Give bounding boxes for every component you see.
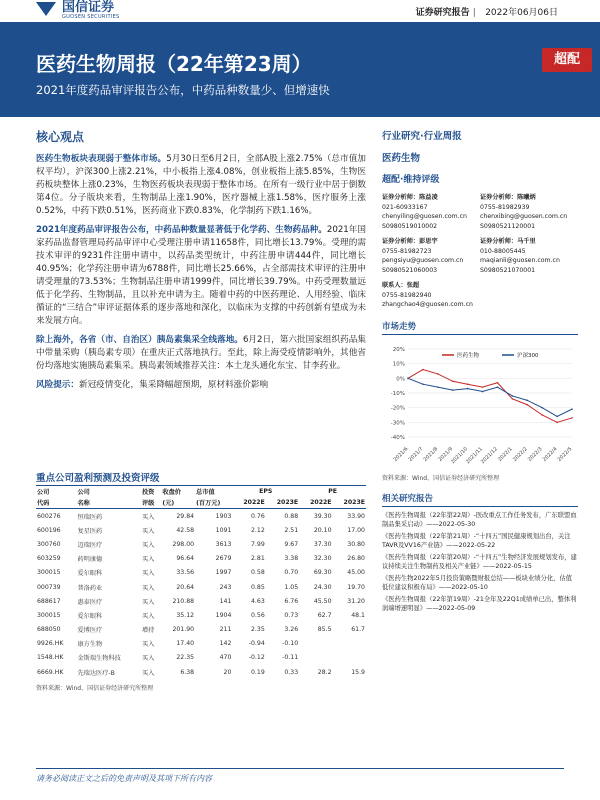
table-row [36, 509, 366, 524]
legend-label: 医药生物 [457, 352, 480, 359]
table-row [36, 552, 366, 566]
y-tick-label: -20% [390, 405, 405, 412]
table-row [36, 623, 366, 637]
table-cell: 3.26 [284, 626, 299, 634]
table-cell: 141 [219, 597, 232, 605]
analyst-header [382, 237, 480, 247]
analyst-name: 张超 [406, 282, 420, 289]
x-tick-label: 2021/9 [437, 445, 455, 463]
table-cell: 1.05 [284, 583, 299, 591]
series-point [497, 386, 499, 388]
top-bar [0, 0, 600, 22]
risk-warning [36, 379, 366, 392]
series-point [482, 390, 484, 392]
table-row [36, 637, 366, 651]
series-point [422, 368, 424, 370]
sidebar-category: 行业研究·行业周报 [382, 131, 462, 142]
table-row [36, 665, 366, 679]
table-cell [299, 651, 332, 665]
series-point [422, 383, 424, 385]
table-cell: 恒瑞医药 [77, 513, 103, 521]
table-cell: 42.58 [176, 526, 195, 534]
analyst-phone: 0755-81982940 [382, 291, 432, 299]
analyst-card [480, 193, 578, 231]
table-cell: 30.80 [347, 540, 365, 548]
sidebar [382, 128, 578, 616]
table-cell: 35.12 [176, 611, 195, 619]
y-tick-label: 0% [396, 375, 405, 382]
table-cell: -0.10 [282, 640, 299, 648]
core-paragraph-3 [36, 334, 366, 373]
related-report-item[interactable]: 《医药生物周报（22年第20周）-“十四五”生物经济发展规划发布，建议持续关注生物制药及相关产业链》——2022-05-15 [382, 553, 577, 570]
col-header-eps: EPS [232, 486, 299, 498]
table-row [36, 566, 366, 580]
table-cell: 1548.HK [37, 654, 64, 662]
table-cell: 142 [219, 640, 232, 648]
series-point [571, 408, 573, 410]
risk-text: 新冠疫情变化，集采降幅超预期，原材料涨价影响 [78, 380, 269, 390]
table-cell: 买入 [141, 584, 155, 592]
table-cell: 17.40 [176, 640, 195, 648]
series-point [437, 373, 439, 375]
series-point [541, 414, 543, 416]
table-cell: 22.35 [176, 654, 195, 662]
table-cell: 603259 [37, 555, 61, 563]
related-report-item[interactable]: 《医药生物周报（22年第21周）-“十四五”国民健康规划出台，关注TAVR及VV16产业链》——2022-05-22 [382, 532, 571, 549]
analyst-header [480, 237, 578, 247]
table-cell: 买入 [141, 527, 155, 535]
analyst-phone: 0755-81982723 [382, 247, 432, 255]
table-source-note: 资料来源：Wind、国信证券经济研究所整理 [36, 685, 154, 693]
table-cell: 300760 [37, 540, 61, 548]
analyst-name: 彭思宇 [419, 238, 438, 245]
table-cell: 1903 [215, 512, 232, 520]
related-report-item[interactable]: 《医药生物周报（22年第22周）-医改重点工作任务发布，广东联盟血制品集采启动》——2022-05-30 [382, 511, 577, 528]
x-tick-label: 2022/1 [497, 445, 514, 463]
table-cell: 爱尔眼科 [77, 612, 103, 620]
col-header: 收盘价 [161, 486, 195, 498]
rating-badge: 超配 [542, 48, 592, 72]
table-cell: 300015 [37, 569, 61, 577]
analyst-label: 证券分析师： [382, 238, 420, 245]
series-point [452, 389, 454, 391]
table-cell: 69.30 [313, 569, 332, 577]
table-cell: 33.56 [176, 569, 195, 577]
series-point [407, 377, 409, 379]
table-cell: 爱博医疗 [77, 627, 103, 635]
x-tick-label: 2022/4 [541, 445, 559, 463]
table-cell: 32.30 [313, 555, 332, 563]
forecast-table [36, 485, 366, 692]
x-tick-label: 2021/6 [392, 445, 410, 463]
core-paragraph-1 [36, 153, 366, 218]
table-cell: 买入 [141, 669, 155, 677]
analyst-label: 证券分析师： [480, 194, 518, 201]
series-point [467, 387, 469, 389]
col-subheader: (百万元) [195, 497, 232, 509]
col-subheader: 代码 [36, 497, 76, 509]
table-cell: 0.56 [251, 611, 265, 619]
table-cell: 0.73 [284, 611, 299, 619]
footer-divider [36, 768, 564, 769]
analyst-card [382, 281, 480, 310]
col-subheader: (元) [161, 497, 195, 509]
table-cell: 000739 [37, 583, 61, 591]
sidebar-industry: 医药生物 [382, 153, 421, 164]
series-point [526, 403, 528, 405]
analyst-phone: 0755-81982939 [480, 203, 530, 211]
table-cell: 增持 [141, 627, 155, 635]
table-cell: 迈瑞医疗 [77, 541, 103, 549]
table-cell: 买入 [141, 655, 155, 663]
table-cell: 0.70 [284, 569, 299, 577]
table-cell: 210.88 [172, 597, 195, 605]
analyst-card [480, 237, 578, 275]
table-cell: 惠泰医疗 [77, 598, 103, 606]
col-subheader: 名称 [76, 497, 141, 509]
table-cell: 买入 [141, 541, 155, 549]
col-subheader: 2023E [266, 497, 299, 509]
table-row [36, 523, 366, 537]
analyst-header [382, 193, 480, 203]
series-point [526, 399, 528, 401]
table-cell: 20 [223, 668, 232, 676]
table-cell: 20.10 [313, 526, 332, 534]
table-row [36, 608, 366, 622]
series-point [452, 380, 454, 382]
table-cell: 6.38 [180, 668, 195, 676]
report-meta: 证券研究报告 | 2022年06月06日 [415, 8, 558, 18]
table-cell: 300015 [37, 611, 61, 619]
table-row [36, 580, 366, 594]
table-cell: -0.12 [248, 654, 265, 662]
table-cell: 买入 [141, 598, 155, 606]
table-cell: 85.5 [317, 626, 332, 634]
logo-subtext: GUOSEN SECURITIES [62, 14, 120, 20]
related-report-item[interactable]: 《医药生物2022年5月投资策略暨财报总结——板块业绩分化，估值低位建议积极布局》——2022-05-10 [382, 574, 573, 591]
paragraph-lead: 除上海外，各省（市、自治区）胰岛素集采全线落地。 [36, 335, 243, 345]
table-cell: 31.20 [347, 597, 365, 605]
table-cell: 600276 [37, 512, 61, 520]
table-cell: 298.00 [172, 540, 195, 548]
y-tick-label: 10% [392, 361, 405, 368]
series-point [512, 395, 514, 397]
table-cell: 3.38 [284, 555, 299, 563]
analyst-label: 联系人： [382, 282, 407, 289]
table-cell: 45.00 [347, 569, 365, 577]
legend-label: 沪深300 [517, 352, 539, 359]
table-cell: 2.12 [251, 526, 265, 534]
analyst-email[interactable]: zhangchao4@guosen.com.cn [382, 301, 473, 308]
table-row [36, 537, 366, 551]
table-cell: 金斯瑞生物科技 [77, 655, 121, 663]
paragraph-lead: 2021年度药品审评报告公布，中药品种数量显著低于化学药、生物药品种。 [36, 225, 327, 235]
table-cell: 买入 [141, 641, 155, 649]
table-cell: 28.2 [317, 668, 332, 676]
table-cell: 33.90 [347, 512, 365, 520]
paragraph-text: 6月2日，第六批国家组织药品集中带量采购（胰岛素专项）在重庆正式落地执行。至此，除上海受疫情影响外，其他省份均落地实施胰岛素集采。胰岛素领域推荐关注：本土龙头通化东宝、甘李药业。 [36, 335, 366, 371]
analyst-cert: S0980521070001 [480, 266, 536, 274]
sidebar-rating: 超配·维持评级 [382, 175, 440, 185]
analyst-label: 证券分析师： [480, 238, 518, 245]
table-cell: 药明康德 [77, 556, 103, 564]
analyst-name: 陈益凌 [419, 194, 438, 201]
table-cell [333, 651, 366, 665]
table-cell: 买入 [141, 556, 155, 564]
table-body [36, 509, 366, 680]
table-cell: 96.64 [176, 555, 195, 563]
col-header: 总市值 [195, 486, 232, 498]
col-subheader: 评级 [141, 497, 161, 509]
x-tick-label: 2021/11 [465, 445, 484, 465]
analyst-phone: 010-88005445 [480, 247, 526, 255]
table-cell: 201.90 [172, 626, 195, 634]
analyst-phone: 021-60933167 [382, 203, 428, 211]
col-header: 公司 [76, 486, 141, 498]
table-cell: 6669.HK [37, 668, 64, 676]
series-point [556, 415, 558, 417]
x-tick-label: 2021/10 [450, 445, 470, 465]
analyst-cert: S0980521120001 [480, 222, 536, 230]
table-cell: 9926.HK [37, 640, 64, 648]
table-cell: 1997 [215, 569, 232, 577]
table-cell: 0.76 [251, 512, 265, 520]
table-cell: -0.94 [248, 640, 265, 648]
table-cell: 买入 [141, 513, 155, 521]
analyst-email[interactable]: pengsiyu@guosen.com.cn [382, 257, 464, 264]
table-cell: 买入 [141, 612, 155, 620]
table-cell: 688617 [37, 597, 61, 605]
col-header: 投资 [141, 486, 161, 498]
report-subtitle: 2021年度药品审评报告公布，中药品种数量少、但增速快 [36, 83, 330, 97]
analyst-name: 陈曦炳 [517, 194, 536, 201]
analyst-cert: S0980521060003 [382, 266, 438, 274]
table-cell: 康方生物 [77, 641, 103, 649]
table-cell: 600196 [37, 526, 61, 534]
table-cell: 61.7 [351, 626, 365, 634]
x-tick-label: 2022/5 [556, 445, 574, 463]
table-cell: 1091 [215, 526, 232, 534]
table-heading: 重点公司盈利预测及投资评级 [36, 473, 160, 484]
table-row [36, 594, 366, 608]
related-reports-list [382, 511, 578, 614]
table-cell: 0.19 [251, 668, 265, 676]
logo-text: 国信证券 [62, 0, 115, 15]
paragraph-text: 5月30日至6月2日，全部A股上涨2.75%（总市值加权平均），沪深300上涨2.21%，中小板指上涨4.08%，创业板指上涨5.85%，生物医药板块整体上涨0.23%，生物医药板块表现弱于整体市场。在所有一级行业中居于倒数第4位。分子版块来看，生物制品上涨1.90%，医疗器械上涨1.58%，医疗服务上涨0.52%，中药下跌0.51%，医药商业下跌0.83%，化学制药下跌1.16%。 [36, 154, 366, 216]
table-cell: 24.30 [313, 583, 332, 591]
table-cell: 243 [219, 583, 232, 591]
x-tick-label: 2021/7 [407, 445, 425, 463]
core-paragraph-2 [36, 224, 366, 328]
table-cell: 先瑞达医疗-B [77, 669, 115, 677]
table-cell: 6.76 [284, 597, 299, 605]
col-header: 公司 [36, 486, 76, 498]
paragraph-text: 2021年国家药品监督管理局药品审评中心受理注册申请11658件，同比增长13.79%。受理的需技术审评的9231件注册申请中，以药品类型统计，中药注册申请444件，同比增长40.95%；化学药注册申请为6788件，同比增长25.66%，占全部需技术审评的注册申请受理量的73.53%；生物制品注册申请1999件，同比增长39.79%。中药受理数量远低于化学药、生物制品，且以补充申请为主。随着中药的中医药理论、人用经验、临床循证的“三结合”审评证据体系的逐步落地和深化，以临床为支撑的中药创新有望成为未来发展方向。 [36, 225, 367, 326]
table-cell: 4.63 [251, 597, 265, 605]
chart-source-note: 资料来源：Wind、国信证券经济研究所整理 [382, 474, 500, 482]
table-cell: 29.84 [176, 512, 195, 520]
table-cell: 复星医药 [77, 527, 103, 535]
table-cell: 0.85 [251, 583, 265, 591]
table-cell: 爱尔眼科 [77, 570, 103, 578]
series-line-0 [408, 369, 572, 422]
analyst-name: 马千里 [517, 238, 536, 245]
table-cell: 买入 [141, 570, 155, 578]
table-cell: 2679 [215, 555, 232, 563]
table-cell: 39.30 [313, 512, 332, 520]
series-line-1 [408, 378, 572, 416]
market-trend-heading: 市场走势 [382, 320, 578, 335]
y-tick-label: -10% [390, 390, 405, 397]
report-date: 2022年06月06日 [485, 8, 558, 18]
y-tick-label: 20% [392, 346, 405, 353]
series-point [571, 417, 573, 419]
series-point [497, 381, 499, 383]
series-point [556, 421, 558, 423]
series-point [512, 398, 514, 400]
title-banner [0, 22, 600, 117]
table-cell: 48.1 [351, 611, 365, 619]
table-cell [299, 637, 332, 651]
col-subheader: 2022E [299, 497, 332, 509]
table-cell: -0.11 [282, 654, 299, 662]
series-point [482, 386, 484, 388]
series-point [541, 406, 543, 408]
x-tick-label: 2021/12 [479, 445, 499, 465]
y-tick-label: -30% [390, 419, 405, 426]
logo [36, 0, 120, 22]
table-row [36, 651, 366, 665]
report-title: 医药生物周报（22年第23周） [36, 52, 312, 76]
x-tick-label: 2022/2 [512, 445, 529, 463]
table-cell: 7.99 [251, 540, 265, 548]
risk-lead: 风险提示： [36, 380, 79, 390]
analyst-card [382, 193, 480, 231]
col-header-pe: PE [299, 486, 366, 498]
analyst-card [382, 237, 480, 275]
table-cell: 1904 [215, 611, 232, 619]
table-cell: 688050 [37, 626, 61, 634]
series-point [437, 386, 439, 388]
table-cell: 9.67 [284, 540, 299, 548]
x-tick-label: 2022/3 [526, 445, 544, 463]
table-cell: 26.80 [347, 555, 365, 563]
footer-disclaimer: 请务必阅读正文之后的免责声明及其项下所有内容 [36, 774, 212, 783]
core-heading: 核心观点 [36, 130, 85, 144]
table-cell: 0.58 [251, 569, 265, 577]
table-cell: 470 [219, 654, 232, 662]
x-tick-label: 2021/8 [422, 445, 440, 463]
trend-chart-svg [382, 341, 578, 471]
table-cell: 45.50 [313, 597, 332, 605]
analyst-label: 证券分析师： [382, 194, 420, 201]
logo-icon [36, 2, 56, 16]
analyst-header [382, 281, 480, 291]
paragraph-lead: 医药生物板块表现弱于整体市场。 [36, 154, 167, 164]
table-cell: 15.9 [351, 668, 365, 676]
y-tick-label: -40% [390, 434, 405, 441]
related-report-item[interactable]: 《医药生物周报（22年第19周）-21全年及22Q1成绩单已出，整体利润端增速明显》——2022-05-09 [382, 595, 577, 612]
analyst-email[interactable]: chenxibing@guosen.com.cn [480, 213, 568, 220]
table-cell [333, 637, 366, 651]
analyst-email[interactable]: maqianli@guosen.com.cn [480, 257, 560, 264]
market-trend-chart [382, 341, 578, 471]
col-subheader: 2022E [232, 497, 265, 509]
col-subheader: 2023E [333, 497, 366, 509]
table-cell: 17.00 [347, 526, 365, 534]
related-reports-heading: 相关研究报告 [382, 492, 578, 507]
analyst-email[interactable]: chenyiling@guosen.com.cn [382, 213, 467, 220]
table-cell: 3613 [215, 540, 232, 548]
table-cell: 211 [219, 626, 232, 634]
table-cell: 0.33 [284, 668, 299, 676]
table-cell: 62.7 [317, 611, 332, 619]
table-cell: 19.70 [347, 583, 365, 591]
table-cell: 37.30 [313, 540, 332, 548]
table-cell: 普洛药业 [77, 584, 103, 592]
core-views [36, 128, 366, 392]
report-type: 证券研究报告 [415, 8, 470, 18]
analyst-header [480, 193, 578, 203]
analyst-cert: S0980519010002 [382, 222, 438, 230]
series-point [467, 383, 469, 385]
table-cell: 2.81 [251, 555, 265, 563]
table-cell: 20.64 [176, 583, 195, 591]
table-cell: 0.88 [284, 512, 299, 520]
analyst-list [382, 193, 578, 310]
table-cell: 2.51 [284, 526, 299, 534]
table-cell: 2.35 [251, 626, 265, 634]
